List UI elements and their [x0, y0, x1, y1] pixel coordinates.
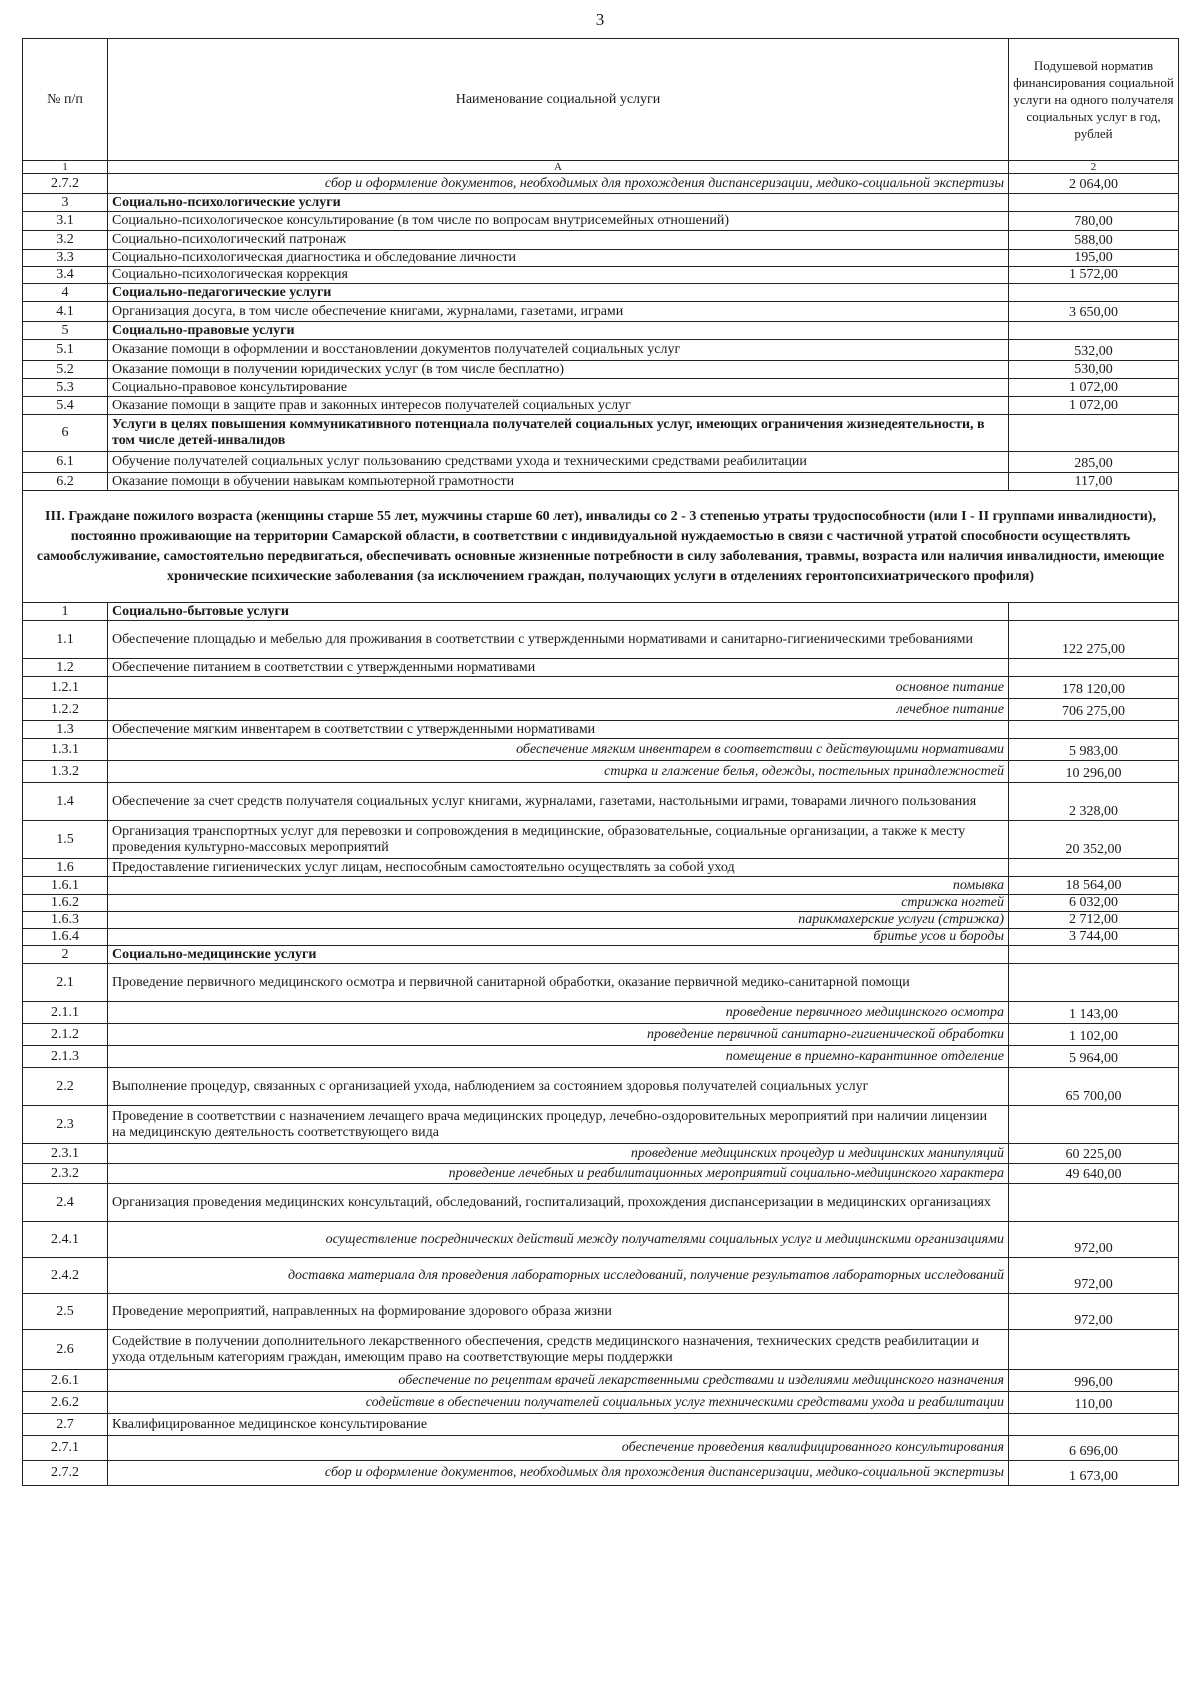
table-row: [23, 1222, 1179, 1258]
table-row: [23, 929, 1179, 946]
table-row: [23, 1370, 1179, 1392]
table-row: [23, 895, 1179, 912]
row-number: 5.2: [23, 361, 108, 379]
row-value: [1009, 322, 1179, 340]
row-number: 2.3: [23, 1106, 108, 1144]
services-table: [22, 38, 1179, 1486]
table-row: [23, 964, 1179, 1002]
row-number: 2.7: [23, 1414, 108, 1436]
row-value: [1009, 659, 1179, 677]
row-name: Социально-бытовые услуги: [108, 603, 1009, 621]
row-number: 1.4: [23, 783, 108, 821]
row-number: 5.4: [23, 397, 108, 415]
table-row: [23, 1392, 1179, 1414]
row-value: 5 983,00: [1009, 739, 1179, 761]
row-name: Обеспечение за счет средств получателя социальных услуг книгами, журналами, газетами, настольными играми, товарами личного пользования: [108, 783, 1009, 821]
row-number: 2.1: [23, 964, 108, 1002]
table-row: [23, 859, 1179, 877]
row-value: 285,00: [1009, 452, 1179, 473]
row-name: основное питание: [108, 677, 1009, 699]
row-name: Обучение получателей социальных услуг пользованию средствами ухода и техническими средствами реабилитации: [108, 452, 1009, 473]
row-name: доставка материала для проведения лабораторных исследований, получение результатов лабораторных исследований: [108, 1258, 1009, 1294]
row-value: [1009, 964, 1179, 1002]
row-name: Содействие в получении дополнительного лекарственного обеспечения, средств медицинского назначения, технических средств реабилитации и ухода отдельным категориям граждан, имеющим право на соответствующие меры поддержки: [108, 1330, 1009, 1370]
row-value: [1009, 721, 1179, 739]
table-row: [23, 174, 1179, 194]
row-number: 1.2.1: [23, 677, 108, 699]
row-number: 3.3: [23, 250, 108, 267]
row-value: 1 673,00: [1009, 1461, 1179, 1486]
table-row: [23, 821, 1179, 859]
row-name: Обеспечение питанием в соответствии с утвержденными нормативами: [108, 659, 1009, 677]
row-value: 588,00: [1009, 231, 1179, 250]
table-row: [23, 739, 1179, 761]
row-value: 3 650,00: [1009, 302, 1179, 322]
row-value: 49 640,00: [1009, 1164, 1179, 1184]
row-number: 4: [23, 284, 108, 302]
table-index-row: [23, 161, 1179, 174]
row-name: Социально-психологическая коррекция: [108, 267, 1009, 284]
table-row: [23, 1184, 1179, 1222]
table-row: [23, 473, 1179, 491]
row-value: 10 296,00: [1009, 761, 1179, 783]
header-name: Наименование социальной услуги: [108, 39, 1009, 161]
row-number: 5.3: [23, 379, 108, 397]
index-num: 1: [23, 161, 108, 174]
row-number: 1.6.1: [23, 877, 108, 895]
table-row: [23, 1330, 1179, 1370]
row-name: проведение первичного медицинского осмотра: [108, 1002, 1009, 1024]
row-name: Организация досуга, в том числе обеспечение книгами, журналами, газетами, играми: [108, 302, 1009, 322]
row-number: 2: [23, 946, 108, 964]
row-number: 2.2: [23, 1068, 108, 1106]
row-name: Социально-правовые услуги: [108, 322, 1009, 340]
table-row: [23, 1461, 1179, 1486]
table-row: [23, 912, 1179, 929]
row-number: 2.7.1: [23, 1436, 108, 1461]
row-value: 6 696,00: [1009, 1436, 1179, 1461]
row-value: 1 072,00: [1009, 379, 1179, 397]
row-value: 1 143,00: [1009, 1002, 1179, 1024]
row-value: 178 120,00: [1009, 677, 1179, 699]
table-row: [23, 621, 1179, 659]
table-row: [23, 1002, 1179, 1024]
table-row: [23, 1024, 1179, 1046]
row-name: Социально-психологическая диагностика и обследование личности: [108, 250, 1009, 267]
row-value: 6 032,00: [1009, 895, 1179, 912]
table-row: [23, 397, 1179, 415]
row-value: 972,00: [1009, 1258, 1179, 1294]
row-name: Проведение мероприятий, направленных на формирование здорового образа жизни: [108, 1294, 1009, 1330]
row-name: проведение лечебных и реабилитационных мероприятий социально-медицинского характера: [108, 1164, 1009, 1184]
row-number: 6: [23, 415, 108, 452]
row-name: содействие в обеспечении получателей социальных услуг техническими средствами ухода и реабилитации: [108, 1392, 1009, 1414]
row-name: Обеспечение площадью и мебелью для проживания в соответствии с утвержденными нормативами и санитарно-гигиеническими требованиями: [108, 621, 1009, 659]
table-row: [23, 783, 1179, 821]
row-number: 4.1: [23, 302, 108, 322]
row-name: Социально-психологический патронаж: [108, 231, 1009, 250]
table-row: [23, 452, 1179, 473]
row-value: 996,00: [1009, 1370, 1179, 1392]
row-name: проведение медицинских процедур и медицинских манипуляций: [108, 1144, 1009, 1164]
row-name: обеспечение проведения квалифицированного консультирования: [108, 1436, 1009, 1461]
row-number: 3.1: [23, 212, 108, 231]
row-number: 2.7.2: [23, 1461, 108, 1486]
table-row: [23, 1106, 1179, 1144]
row-value: 532,00: [1009, 340, 1179, 361]
row-name: Организация проведения медицинских консультаций, обследований, госпитализаций, прохождения диспансеризации в медицинских организациях: [108, 1184, 1009, 1222]
table-row: [23, 1258, 1179, 1294]
table-row: [23, 267, 1179, 284]
table-row: [23, 1164, 1179, 1184]
row-name: Социально-медицинские услуги: [108, 946, 1009, 964]
table-row: [23, 379, 1179, 397]
row-number: 1.2: [23, 659, 108, 677]
row-number: 6.2: [23, 473, 108, 491]
row-number: 1: [23, 603, 108, 621]
row-name: стрижка ногтей: [108, 895, 1009, 912]
row-value: [1009, 194, 1179, 212]
row-name: помещение в приемно-карантинное отделение: [108, 1046, 1009, 1068]
row-name: Услуги в целях повышения коммуникативного потенциала получателей социальных услуг, имеющих ограничения жизнедеятельности, в том числе детей-инвалидов: [108, 415, 1009, 452]
row-number: 2.1.3: [23, 1046, 108, 1068]
row-number: 1.3.1: [23, 739, 108, 761]
table-row: [23, 302, 1179, 322]
row-name: сбор и оформление документов, необходимых для прохождения диспансеризации, медико-социальной экспертизы: [108, 174, 1009, 194]
row-name: Социально-психологическое консультирование (в том числе по вопросам внутрисемейных отношений): [108, 212, 1009, 231]
row-value: 2 064,00: [1009, 174, 1179, 194]
index-value: 2: [1009, 161, 1179, 174]
row-value: 706 275,00: [1009, 699, 1179, 721]
row-name: помывка: [108, 877, 1009, 895]
table-row: [23, 1414, 1179, 1436]
row-value: 20 352,00: [1009, 821, 1179, 859]
row-value: [1009, 859, 1179, 877]
section-row: [23, 491, 1179, 603]
table-row: [23, 1144, 1179, 1164]
table-row: [23, 877, 1179, 895]
row-value: 3 744,00: [1009, 929, 1179, 946]
row-value: 1 572,00: [1009, 267, 1179, 284]
table-row: [23, 677, 1179, 699]
row-name: проведение первичной санитарно-гигиенической обработки: [108, 1024, 1009, 1046]
table-row: [23, 250, 1179, 267]
row-name: обеспечение мягким инвентарем в соответствии с действующими нормативами: [108, 739, 1009, 761]
row-number: 1.6.3: [23, 912, 108, 929]
row-value: [1009, 415, 1179, 452]
row-name: парикмахерские услуги (стрижка): [108, 912, 1009, 929]
row-value: 530,00: [1009, 361, 1179, 379]
table-row: [23, 284, 1179, 302]
row-name: Оказание помощи в оформлении и восстановлении документов получателей социальных услуг: [108, 340, 1009, 361]
table-row: [23, 361, 1179, 379]
row-value: 18 564,00: [1009, 877, 1179, 895]
row-value: 60 225,00: [1009, 1144, 1179, 1164]
row-value: 122 275,00: [1009, 621, 1179, 659]
row-value: [1009, 1330, 1179, 1370]
table-row: [23, 340, 1179, 361]
row-value: 1 102,00: [1009, 1024, 1179, 1046]
row-number: 6.1: [23, 452, 108, 473]
row-number: 2.6.2: [23, 1392, 108, 1414]
table-row: [23, 761, 1179, 783]
table-row: [23, 659, 1179, 677]
table-row: [23, 946, 1179, 964]
table-row: [23, 194, 1179, 212]
row-name: Социально-педагогические услуги: [108, 284, 1009, 302]
header-num: № п/п: [23, 39, 108, 161]
row-number: 3.2: [23, 231, 108, 250]
row-name: Предоставление гигиенических услуг лицам, неспособным самостоятельно осуществлять за собой уход: [108, 859, 1009, 877]
row-number: 5.1: [23, 340, 108, 361]
row-value: 972,00: [1009, 1222, 1179, 1258]
row-number: 1.1: [23, 621, 108, 659]
table-row: [23, 1436, 1179, 1461]
row-number: 1.6: [23, 859, 108, 877]
table-row: [23, 231, 1179, 250]
row-value: [1009, 603, 1179, 621]
row-name: сбор и оформление документов, необходимых для прохождения диспансеризации, медико-социальной экспертизы: [108, 1461, 1009, 1486]
row-number: 2.4.2: [23, 1258, 108, 1294]
row-number: 2.7.2: [23, 174, 108, 194]
table-header-row: [23, 39, 1179, 161]
index-name: А: [108, 161, 1009, 174]
row-name: Социально-правовое консультирование: [108, 379, 1009, 397]
table-row: [23, 415, 1179, 452]
row-number: 1.3: [23, 721, 108, 739]
row-name: лечебное питание: [108, 699, 1009, 721]
row-name: обеспечение по рецептам врачей лекарственными средствами и изделиями медицинского назначения: [108, 1370, 1009, 1392]
row-name: Проведение первичного медицинского осмотра и первичной санитарной обработки, оказание первичной медико-санитарной помощи: [108, 964, 1009, 1002]
row-value: 1 072,00: [1009, 397, 1179, 415]
table-row: [23, 603, 1179, 621]
section-title: III. Граждане пожилого возраста (женщины старше 55 лет, мужчины старше 60 лет), инвалиды со 2 - 3 степенью утраты трудоспособности (или I - II группами инвалидности), постоянно проживающие на территории Самарской области, в соответствии с индивидуальной нуждаемостью в связи с частичной утратой способности осуществлять самообслуживание, самостоятельно передвигаться, обеспечивать основные жизненные потребности в силу заболевания, травмы, возраста или наличия инвалидности, имеющие хронические психические заболевания (за исключением граждан, получающих услуги в отделениях геронтопсихиатрического профиля): [23, 491, 1179, 603]
row-number: 2.6: [23, 1330, 108, 1370]
row-value: [1009, 284, 1179, 302]
row-number: 1.5: [23, 821, 108, 859]
row-value: [1009, 1184, 1179, 1222]
row-name: Выполнение процедур, связанных с организацией ухода, наблюдением за состоянием здоровья получателей социальных услуг: [108, 1068, 1009, 1106]
row-number: 1.2.2: [23, 699, 108, 721]
table-row: [23, 1046, 1179, 1068]
row-number: 2.1.2: [23, 1024, 108, 1046]
table-row: [23, 1068, 1179, 1106]
row-value: 972,00: [1009, 1294, 1179, 1330]
row-name: Оказание помощи в защите прав и законных интересов получателей социальных услуг: [108, 397, 1009, 415]
table-row: [23, 699, 1179, 721]
row-number: 1.6.4: [23, 929, 108, 946]
row-number: 2.1.1: [23, 1002, 108, 1024]
row-value: [1009, 1106, 1179, 1144]
row-number: 3: [23, 194, 108, 212]
row-number: 2.4: [23, 1184, 108, 1222]
row-value: 65 700,00: [1009, 1068, 1179, 1106]
page-number: 3: [595, 10, 605, 29]
table-row: [23, 1294, 1179, 1330]
row-value: 195,00: [1009, 250, 1179, 267]
row-name: стирка и глажение белья, одежды, постельных принадлежностей: [108, 761, 1009, 783]
row-value: 117,00: [1009, 473, 1179, 491]
row-name: Проведение в соответствии с назначением лечащего врача медицинских процедур, лечебно-оздоровительных мероприятий при наличии лицензии на медицинскую деятельность соответствующего вида: [108, 1106, 1009, 1144]
row-value: 2 328,00: [1009, 783, 1179, 821]
row-value: [1009, 1414, 1179, 1436]
row-name: Социально-психологические услуги: [108, 194, 1009, 212]
row-number: 3.4: [23, 267, 108, 284]
row-name: бритье усов и бороды: [108, 929, 1009, 946]
row-name: Оказание помощи в обучении навыкам компьютерной грамотности: [108, 473, 1009, 491]
row-number: 1.6.2: [23, 895, 108, 912]
row-value: [1009, 946, 1179, 964]
row-number: 2.6.1: [23, 1370, 108, 1392]
row-name: Обеспечение мягким инвентарем в соответствии с утвержденными нормативами: [108, 721, 1009, 739]
row-name: Квалифицированное медицинское консультирование: [108, 1414, 1009, 1436]
row-number: 5: [23, 322, 108, 340]
header-value: Подушевой норматив финансирования социальной услуги на одного получателя социальных услуг в год, рублей: [1009, 39, 1179, 161]
row-name: Оказание помощи в получении юридических услуг (в том числе бесплатно): [108, 361, 1009, 379]
table-row: [23, 212, 1179, 231]
row-name: осуществление посреднических действий между получателями социальных услуг и медицинскими организациями: [108, 1222, 1009, 1258]
row-value: 2 712,00: [1009, 912, 1179, 929]
row-name: Организация транспортных услуг для перевозки и сопровождения в медицинские, образовательные, социальные организации, а также к месту проведения культурно-массовых мероприятий: [108, 821, 1009, 859]
table-row: [23, 322, 1179, 340]
row-number: 1.3.2: [23, 761, 108, 783]
row-value: 5 964,00: [1009, 1046, 1179, 1068]
row-value: 780,00: [1009, 212, 1179, 231]
table-row: [23, 721, 1179, 739]
row-number: 2.3.2: [23, 1164, 108, 1184]
row-number: 2.3.1: [23, 1144, 108, 1164]
row-number: 2.4.1: [23, 1222, 108, 1258]
row-value: 110,00: [1009, 1392, 1179, 1414]
row-number: 2.5: [23, 1294, 108, 1330]
